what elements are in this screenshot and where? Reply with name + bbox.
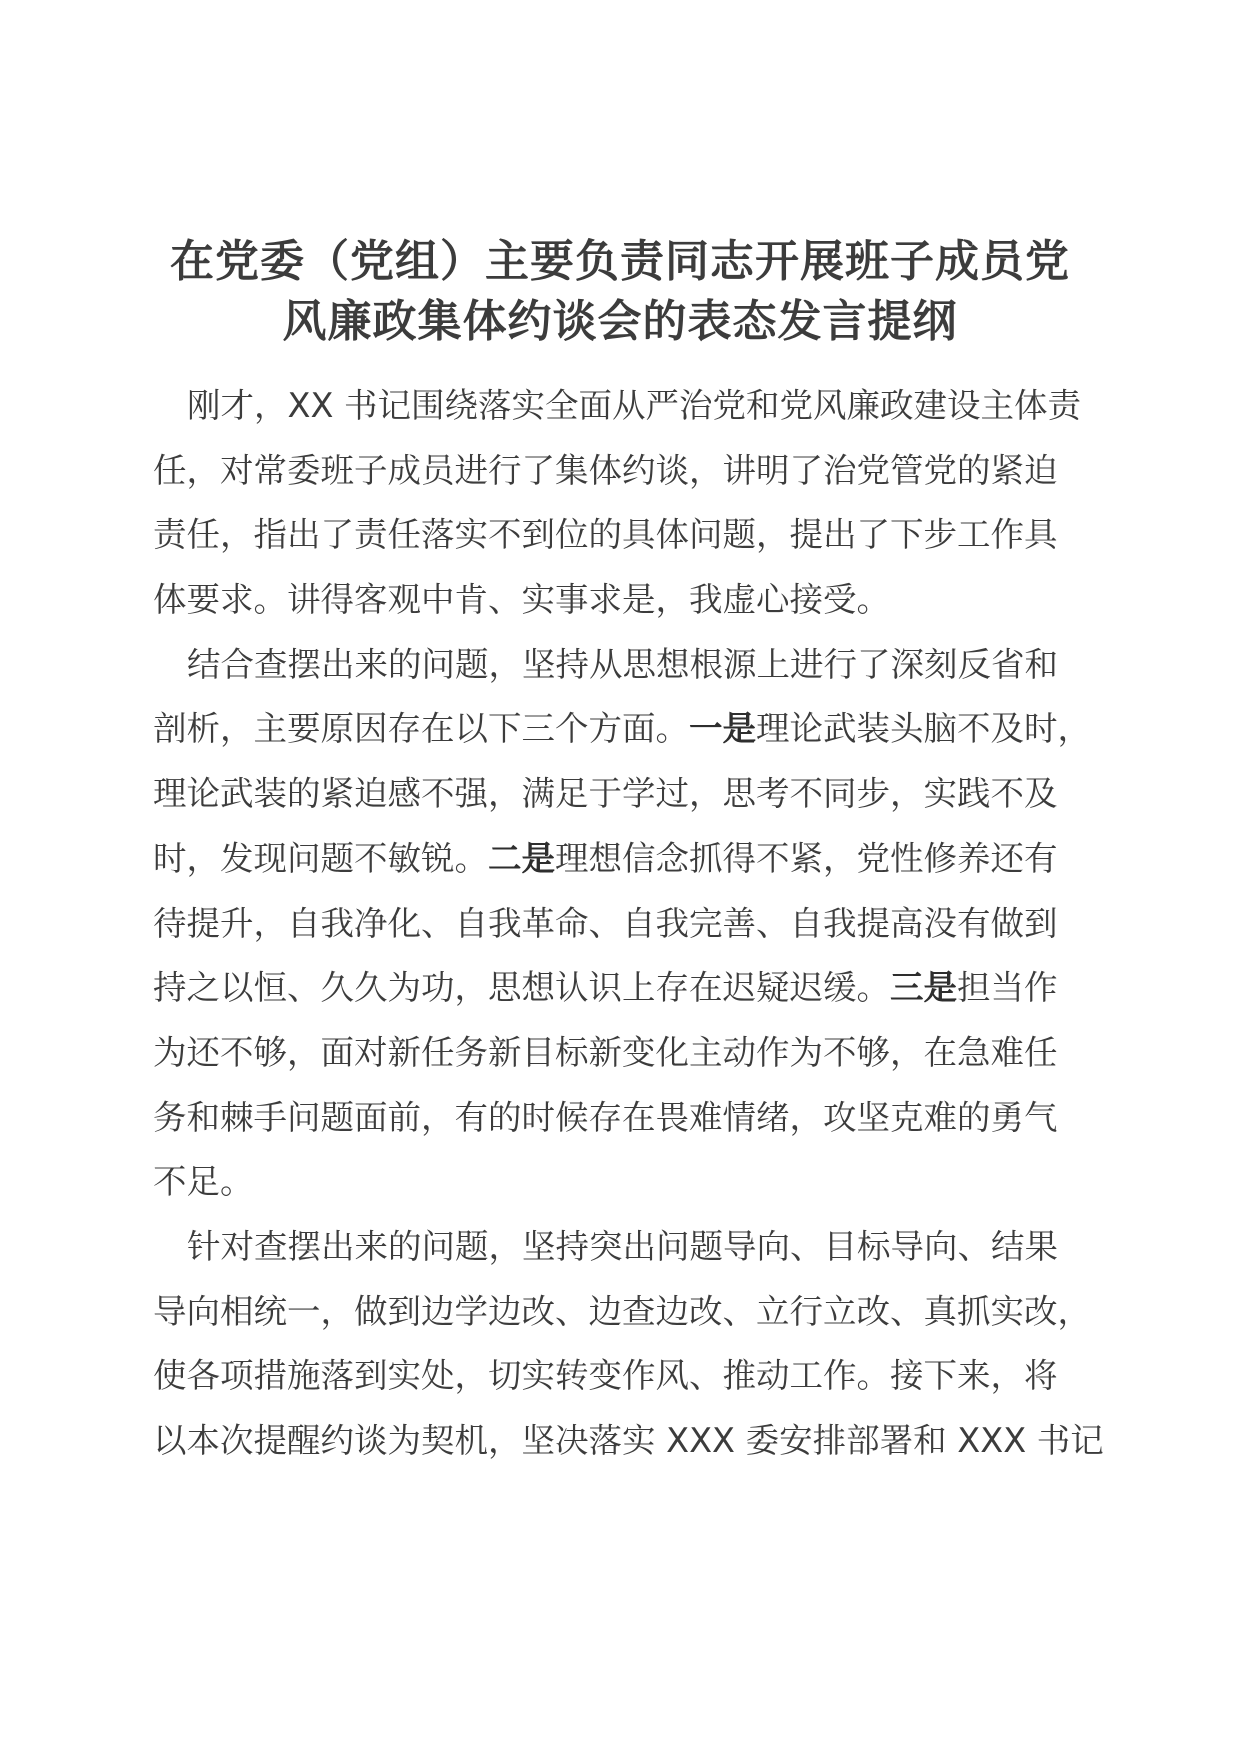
emphasis-two: 二是 [488,838,555,878]
document-title [150,232,1090,352]
body-line: 务和棘手问题面前，有的时候存在畏难情绪，攻坚克难的勇气 [153,1097,1058,1137]
body-line: 为还不够，面对新任务新目标新变化主动作为不够，在急难任 [153,1032,1058,1072]
body-line: 使各项措施落到实处，切实转变作风、推动工作。接下来，将 [153,1356,1058,1396]
body-line: 导向相统一，做到边学边改、边查边改、立行立改、真抓实改， [153,1291,1091,1331]
body-line: 体要求。讲得客观中肯、实事求是，我虚心接受。 [153,580,890,620]
document-body [153,374,1104,1474]
title-line-2: 风廉政集体约谈会的表态发言提纲 [282,296,958,347]
body-line: 任，对常委班子成员进行了集体约谈，讲明了治党管党的紧迫 [153,450,1058,490]
emphasis-three: 三是 [890,968,957,1008]
body-line: 责任，指出了责任落实不到位的具体问题，提出了下步工作具 [153,515,1058,555]
body-line: 时，发现问题不敏锐。二是理想信念抓得不紧，党性修养还有 [153,838,1058,878]
body-line: 持之以恒、久久为功，思想认识上存在迟疑迟缓。三是担当作 [153,968,1058,1008]
body-line: 结合查摆出来的问题，坚持从思想根源上进行了深刻反省和 [187,644,1058,684]
emphasis-one: 一是 [689,709,756,749]
body-line: 不足。 [153,1162,254,1202]
body-line: 刚才，XX 书记围绕落实全面从严治党和党风廉政建设主体责 [187,386,1082,425]
body-line: 以本次提醒约谈为契机，坚决落实 XXX 委安排部署和 XXX 书记 [153,1421,1104,1460]
body-line: 剖析，主要原因存在以下三个方面。一是理论武装头脑不及时， [153,709,1091,749]
title-line-1: 在党委（党组）主要负责同志开展班子成员党 [170,236,1070,287]
body-line: 理论武装的紧迫感不强，满足于学过，思考不同步，实践不及 [153,774,1058,814]
body-line: 针对查摆出来的问题，坚持突出问题导向、目标导向、结果 [187,1226,1058,1266]
body-line: 待提升，自我净化、自我革命、自我完善、自我提高没有做到 [153,903,1058,943]
